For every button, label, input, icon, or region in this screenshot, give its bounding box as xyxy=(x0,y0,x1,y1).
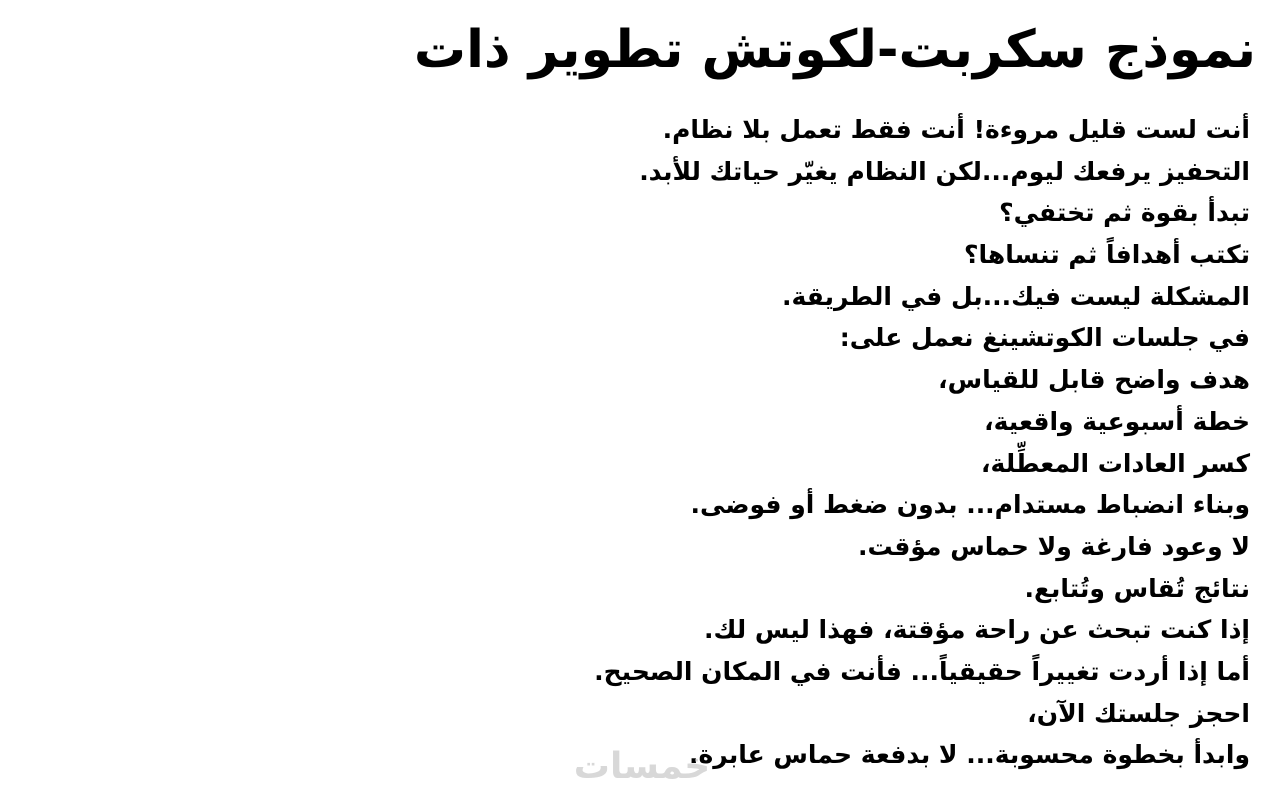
script-line: أما إذا أردت تغييراً حقيقياً... فأنت في المكان الصحيح. xyxy=(594,656,1250,686)
script-line: في جلسات الكوتشينغ نعمل على: xyxy=(839,323,1250,353)
script-line: تكتب أهدافاً ثم تنساها؟ xyxy=(963,240,1250,270)
script-line: وابدأ بخطوة محسوبة... لا بدفعة حماس عابرة. xyxy=(689,740,1250,770)
svg-text:خمسات: خمسات xyxy=(573,746,711,787)
script-line: احجز جلستك الآن، xyxy=(1027,698,1250,728)
script-line: إذا كنت تبحث عن راحة مؤقتة، فهذا ليس لك. xyxy=(704,615,1250,645)
script-body xyxy=(594,109,1250,776)
script-line: خطة أسبوعية واقعية، xyxy=(984,406,1250,436)
script-line: هدف واضح قابل للقياس، xyxy=(938,365,1250,395)
script-line: التحفيز يرفعك ليوم...لكن النظام يغيّر حياتك للأبد. xyxy=(639,156,1250,186)
script-line: أنت لست قليل مروءة! أنت فقط تعمل بلا نظام. xyxy=(662,115,1250,144)
script-line: المشكلة ليست فيك...بل في الطريقة. xyxy=(782,281,1250,311)
script-line: تبدأ بقوة ثم تختفي؟ xyxy=(999,198,1250,228)
script-line: وبناء انضباط مستدام... بدون ضغط أو فوضى. xyxy=(690,490,1250,520)
script-line: كسر العادات المعطِّلة، xyxy=(981,448,1250,478)
page-title: نموذج سكربت-لكوتش تطوير ذات xyxy=(413,20,1256,80)
script-line: لا وعود فارغة ولا حماس مؤقت. xyxy=(858,531,1250,561)
script-line: نتائج تُقاس وتُتابع. xyxy=(1024,573,1250,603)
